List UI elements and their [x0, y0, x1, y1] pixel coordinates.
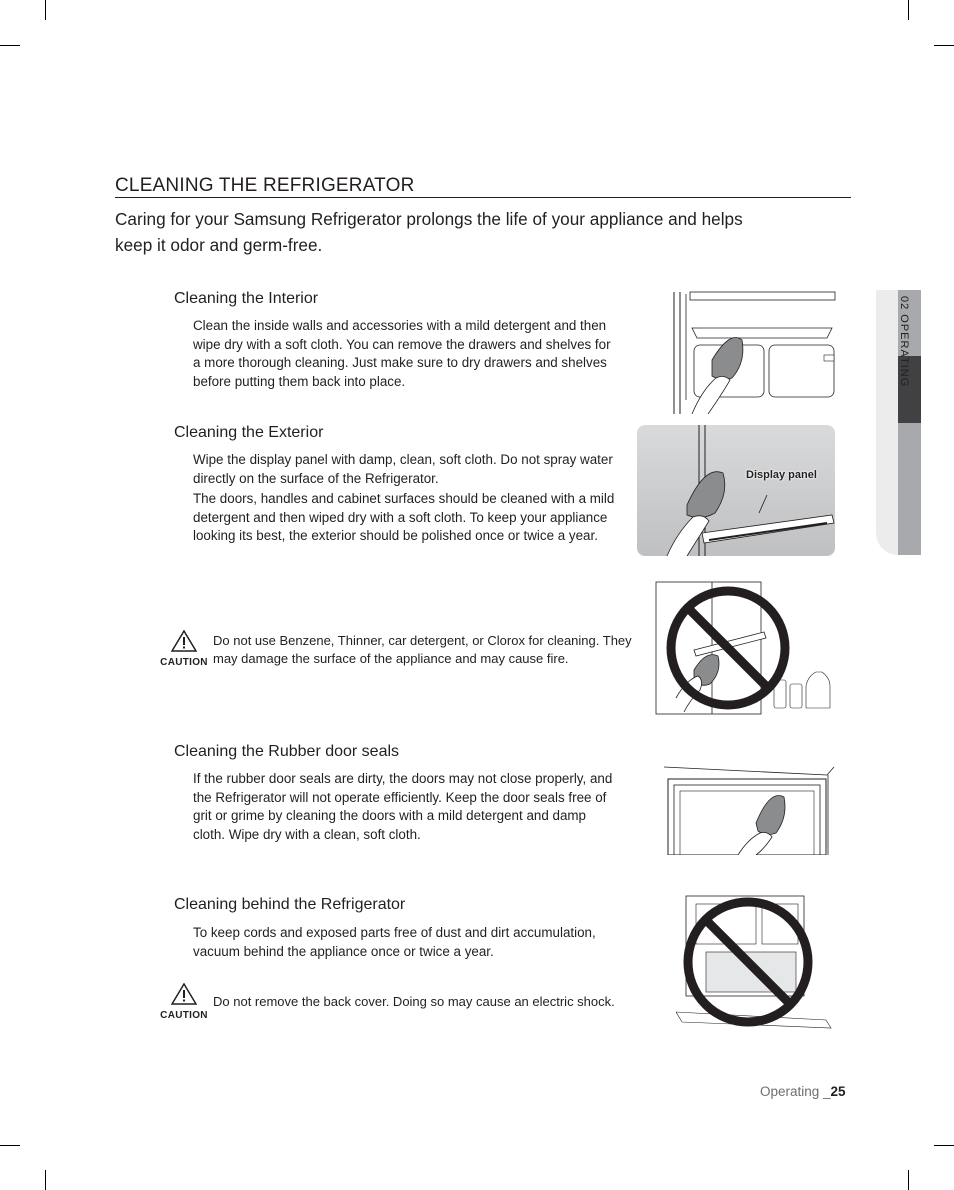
section-heading-behind: Cleaning behind the Refrigerator — [174, 896, 406, 913]
crop-mark — [45, 0, 46, 20]
crop-mark — [0, 45, 20, 46]
caution-label: CAUTION — [160, 1010, 208, 1021]
interior-cleaning-illustration — [672, 290, 837, 414]
crop-mark — [908, 1170, 909, 1190]
crop-mark — [908, 0, 909, 20]
caution-text: Do not remove the back cover. Doing so may cause an electric shock. — [213, 994, 615, 1009]
crop-mark — [45, 1170, 46, 1190]
side-tab-label: 02 OPERATING — [898, 296, 910, 388]
page-title: CLEANING THE REFRIGERATOR — [115, 175, 415, 196]
back-cover-illustration — [676, 894, 836, 1034]
crop-mark — [0, 1145, 20, 1146]
caution-box — [157, 983, 211, 1021]
section-heading-interior: Cleaning the Interior — [174, 290, 319, 307]
warning-triangle-icon — [171, 983, 197, 1005]
caution-text: Do not use Benzene, Thinner, car detergent, or Clorox for cleaning. They may damage the surface of the appliance and may cause fire. — [213, 633, 632, 666]
footer-section: Operating _ — [760, 1084, 831, 1099]
page-intro: Caring for your Samsung Refrigerator prolongs the life of your appliance and helps keep it odor and germ-free. — [115, 209, 743, 255]
door-seal-cleaning-illustration — [662, 763, 835, 855]
exterior-cleaning-illustration — [637, 425, 835, 556]
display-panel-drawing — [637, 425, 835, 556]
section-body-door-seals: If the rubber door seals are dirty, the doors may not close properly, and the Refrigerator will not operate efficiently. Keep the door seals free of grit or grime by cleaning the doors with a mild detergent and damp cloth. Wipe dry with a clean, soft cloth. — [193, 771, 613, 842]
display-panel-label: Display panel — [746, 469, 817, 481]
crop-mark — [934, 45, 954, 46]
page-number: 25 — [830, 1084, 846, 1099]
title-rule — [115, 197, 851, 198]
page-footer — [760, 1084, 846, 1099]
warning-triangle-icon — [171, 630, 197, 652]
section-heading-door-seals: Cleaning the Rubber door seals — [174, 743, 400, 760]
section-body-exterior-1: Wipe the display panel with damp, clean, soft cloth. Do not spray water directly on the surface of the Refrigerator. — [193, 452, 613, 486]
section-body-exterior-2: The doors, handles and cabinet surfaces should be cleaned with a mild detergent and then wiped dry with a soft cloth. To keep your appliance looking its best, the exterior should be polished once or twice a year. — [193, 491, 615, 543]
crop-mark — [934, 1145, 954, 1146]
section-body-behind: To keep cords and exposed parts free of dust and dirt accumulation, vacuum behind the appliance once or twice a year. — [193, 925, 596, 959]
section-body-interior: Clean the inside walls and accessories with a mild detergent and then wipe dry with a soft cloth. You can remove the drawers and shelves for a more thorough cleaning. Just make sure to dry drawers and shelves before putting them back into place. — [193, 318, 611, 389]
prohibited-cleaners-illustration — [654, 580, 834, 716]
section-heading-exterior: Cleaning the Exterior — [174, 424, 324, 441]
caution-label: CAUTION — [160, 657, 208, 668]
caution-box — [157, 630, 211, 668]
